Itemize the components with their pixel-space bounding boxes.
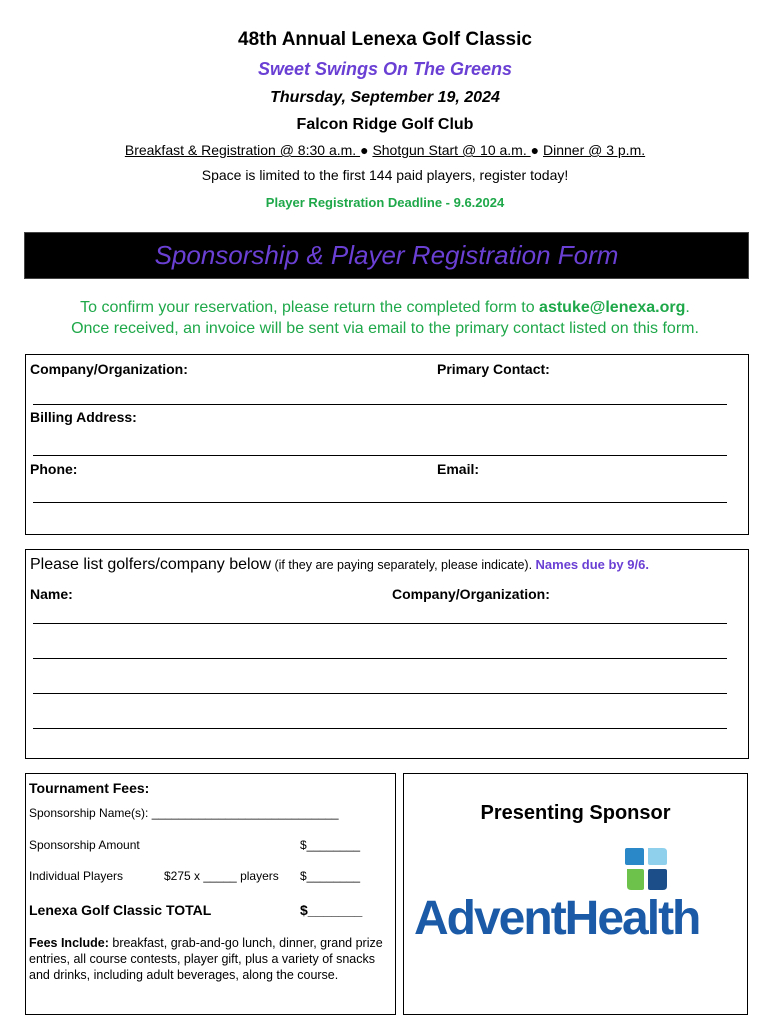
individual-players-amount-field[interactable]: $________ xyxy=(300,869,361,883)
confirm-line-2: Once received, an invoice will be sent via email to the primary contact listed on this form. xyxy=(71,320,699,337)
confirm-line-1-text: To confirm your reservation, please return the completed form to xyxy=(80,299,540,316)
sponsorship-names-field[interactable]: ____________________________ xyxy=(151,806,339,820)
form-title: Sponsorship & Player Registration Form xyxy=(154,240,619,270)
event-venue: Falcon Ridge Golf Club xyxy=(296,116,474,133)
confirm-instructions xyxy=(0,297,770,339)
schedule-separator: ● xyxy=(360,142,369,158)
confirm-line-1 xyxy=(0,297,770,318)
fees-include-label: Fees Include: xyxy=(29,936,109,950)
sponsorship-names-label: Sponsorship Name(s): xyxy=(29,806,149,820)
presenting-sponsor-heading: Presenting Sponsor xyxy=(480,802,671,824)
sponsorship-amount-field[interactable]: $________ xyxy=(300,838,361,852)
fees-heading: Tournament Fees: xyxy=(29,780,150,796)
confirm-line-1-suffix: . xyxy=(685,299,690,316)
contact-info-box xyxy=(25,354,749,535)
schedule-shotgun-start: Shotgun Start @ 10 a.m. xyxy=(372,142,531,158)
phone-label: Phone: xyxy=(30,461,78,477)
schedule-separator: ● xyxy=(530,142,540,158)
event-title: 48th Annual Lenexa Golf Classic xyxy=(238,29,532,50)
golfer-row-3[interactable] xyxy=(33,693,727,694)
schedule-dinner: Dinner @ 3 p.m. xyxy=(542,142,646,158)
fees-include-note xyxy=(29,935,391,983)
player-price-field[interactable]: $275 x _____ players xyxy=(164,869,279,883)
sponsorship-names-row xyxy=(29,806,339,820)
contact-email-link[interactable]: astuke@lenexa.org xyxy=(539,299,686,316)
individual-players-label: Individual Players xyxy=(29,869,124,883)
billing-address-label: Billing Address: xyxy=(30,409,137,425)
golfer-name-label: Name: xyxy=(30,586,73,602)
registration-deadline: Player Registration Deadline - 9.6.2024 xyxy=(265,195,505,210)
primary-contact-label: Primary Contact: xyxy=(437,361,550,377)
total-label: Lenexa Golf Classic TOTAL xyxy=(29,902,212,918)
golfers-intro xyxy=(30,556,649,574)
company-label: Company/Organization: xyxy=(30,361,188,377)
golfers-intro-note: (if they are paying separately, please indicate). xyxy=(271,558,536,572)
golfers-intro-main: Please list golfers/company below xyxy=(30,556,272,573)
fees-include-text: breakfast, grab-and-go lunch, dinner, grand prize entries, all course contests, player gift, plus a variety of snacks and drinks, including adult beverages, along the course. xyxy=(29,936,383,982)
presenting-sponsor-box xyxy=(403,773,748,1015)
sponsorship-amount-label: Sponsorship Amount xyxy=(29,838,140,852)
billing-address-field[interactable] xyxy=(33,455,727,456)
space-limit-note: Space is limited to the first 144 paid players, register today! xyxy=(201,167,569,183)
tournament-fees-box xyxy=(25,773,396,1015)
golfer-row-1[interactable] xyxy=(33,623,727,624)
total-field[interactable]: $_______ xyxy=(300,902,363,918)
names-due-note: Names due by 9/6. xyxy=(535,557,649,572)
golfer-company-label: Company/Organization: xyxy=(392,586,550,602)
form-title-banner xyxy=(24,232,749,279)
golfer-row-4[interactable] xyxy=(33,728,727,729)
event-schedule xyxy=(0,142,770,158)
company-contact-field[interactable] xyxy=(33,404,727,405)
adventhealth-logo-text: AdventHealth xyxy=(414,892,700,945)
email-label: Email: xyxy=(437,461,480,477)
schedule-breakfast: Breakfast & Registration @ 8:30 a.m. xyxy=(124,142,361,158)
phone-email-field[interactable] xyxy=(33,502,727,503)
golfer-row-2[interactable] xyxy=(33,658,727,659)
event-date: Thursday, September 19, 2024 xyxy=(270,89,500,106)
event-subtitle: Sweet Swings On The Greens xyxy=(257,59,513,79)
golfers-list-box xyxy=(25,549,749,759)
adventhealth-logo-icon xyxy=(623,846,669,892)
